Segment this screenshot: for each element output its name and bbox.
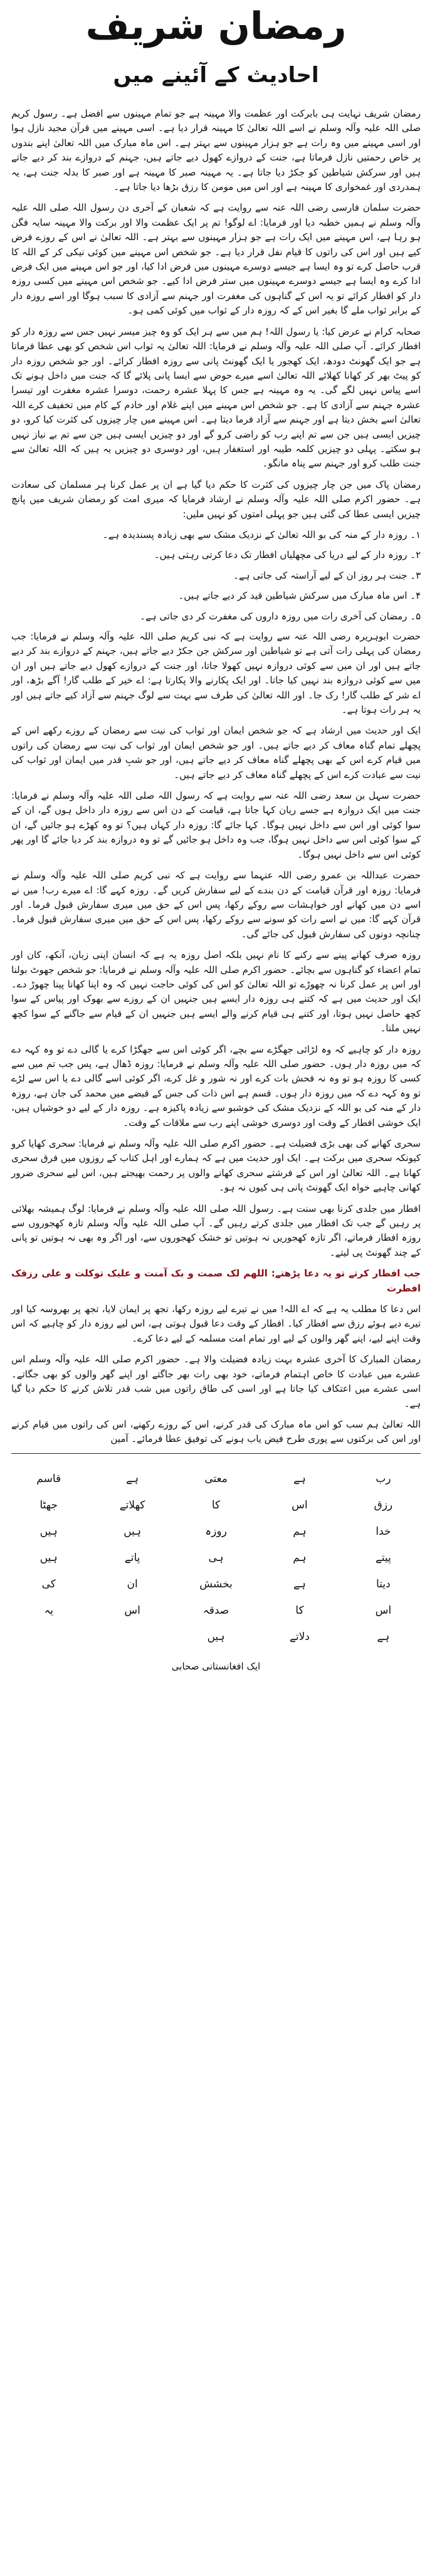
page-subtitle: احادیث کے آئینے میں bbox=[113, 63, 319, 88]
poem-word: ہے bbox=[126, 1472, 139, 1485]
poem-word: جھٹا bbox=[40, 1498, 58, 1511]
poem-word: پیتے bbox=[375, 1551, 391, 1564]
list-item: ۳۔ جنت ہر روز ان کے لیے آراستہ کی جاتی ہے۔ bbox=[233, 569, 421, 581]
poem-word: روزہ bbox=[205, 1525, 227, 1538]
article-paragraph: رمضان پاک میں جن چار چیزوں کی کثرت کا حکم دیا گیا ہے ان پر عمل کرنا ہر مسلمان کی سعادت ہے۔ حضور اکرم صلی اللہ علیہ وآلہ وسلم نے ارشاد فرمایا کہ میری امت کو رمضان شریف میں پانچ چیزیں ایسی عطا کی گئی ہیں جو پہلی امتوں کو نہیں ملیں: bbox=[11, 478, 421, 520]
poem-word: ہم bbox=[293, 1551, 307, 1564]
poem-word: کھلاتے bbox=[119, 1498, 145, 1511]
article-paragraph: صحابہ کرام نے عرض کیا: یا رسول اللہ! ہم میں سے ہر ایک کو وہ چیز میسر نہیں جس سے روزہ دار کو افطار کرائے۔ آپ صلی اللہ علیہ وآلہ وسلم نے فرمایا: اللہ تعالیٰ یہ ثواب اس شخص کو بھی عطا فرماتا ہے جو ایک گھونٹ دودھ، ایک کھجور یا ایک گھونٹ پانی سے روزہ افطار کرائے۔ اور جو شخص روزہ دار کو پیٹ بھر کر کھانا کھلائے اللہ تعالیٰ اسے میرے حوض سے ایسا پانی پلائے گا کہ جنت میں داخل ہونے تک اسے پیاس نہیں لگے گی۔ یہ وہ مہینہ ہے جس کا پہلا عشرہ رحمت، دوسرا عشرہ مغفرت اور تیسرا عشرہ جہنم سے آزادی کا ہے۔ جو شخص اس مہینے میں اپنے غلام اور خادم کے کام میں تخفیف کرے اللہ تعالیٰ اسے بخش دیتا ہے اور جہنم سے آزاد فرما دیتا ہے۔ اس مہینے میں چار چیزوں کی کثرت کیا کرو، دو چیزیں ایسی ہیں جن سے تم اپنے رب کو راضی کرو گے اور دو چیزیں ایسی ہیں جن سے تم بے نیاز نہیں ہو سکتے۔ پہلی دو چیزیں کلمہ طیبہ اور استغفار ہیں، اور دوسری دو چیزیں یہ ہیں کہ اللہ تعالیٰ سے جنت طلب کرو اور جہنم سے پناہ مانگو۔ bbox=[11, 325, 421, 470]
poem-word: رب bbox=[376, 1472, 391, 1485]
poem-word: اس bbox=[292, 1498, 308, 1511]
poem-word: ہی bbox=[208, 1551, 224, 1564]
article-paragraph: اس دعا کا مطلب یہ ہے کہ اے اللہ! میں نے تیرے لیے روزہ رکھا، تجھ پر ایمان لایا، تجھ پر بھروسہ کیا اور تیرے دیے ہوئے رزق سے افطار کیا۔ افطار کے وقت دعا قبول ہوتی ہے، اس لیے روزہ دار کو چاہیے کہ اس وقت اپنے لیے، اپنے گھر والوں کے لیے اور تمام امت مسلمہ کے لیے دعا کرے۔ bbox=[11, 1303, 421, 1344]
list-item: ۲۔ روزہ دار کے لیے دریا کی مچھلیاں افطار تک دعا کرتی رہتی ہیں۔ bbox=[154, 549, 421, 561]
article-body bbox=[11, 107, 421, 1447]
author-signature: ایک افغانستانی صحابی bbox=[171, 1660, 261, 1672]
divider bbox=[11, 1453, 421, 1454]
poem-word: ہیں bbox=[207, 1630, 225, 1643]
article-paragraph: حضرت سلمان فارسی رضی اللہ عنہ سے روایت ہے کہ شعبان کے آخری دن رسول اللہ صلی اللہ علیہ وآلہ وسلم نے ہمیں خطبہ دیا اور فرمایا: اے لوگو! تم پر ایک عظمت والا اور برکت والا مہینہ سایہ فگن ہو رہا ہے، اس مہینے میں ایک رات ہے جو ہزار مہینوں سے بہتر ہے۔ اللہ تعالیٰ نے اس کے روزے فرض کیے ہیں اور اس کی راتوں کا قیام نفل قرار دیا ہے۔ جو شخص اس مہینے میں کوئی نیکی کر کے اللہ کا قرب حاصل کرے تو وہ ایسا ہے جیسے دوسرے مہینوں میں فرض ادا کیا، اور جو اس مہینے میں ایک فرض ادا کرے وہ ایسا ہے جیسے دوسرے مہینوں میں ستر فرض ادا کیے۔ جو شخص اس مہینے میں کسی روزہ دار کو افطار کرائے تو یہ اس کے گناہوں کی مغفرت اور جہنم سے آزادی کا سبب ہوگا اور اسے روزہ دار کے برابر ثواب ملے گا بغیر اس کے کہ روزہ دار کے ثواب میں کوئی کمی ہو۔ bbox=[11, 202, 421, 317]
masthead bbox=[11, 0, 421, 93]
article-paragraph: ایک اور حدیث میں ارشاد ہے کہ جو شخص ایمان اور ثواب کی نیت سے رمضان کے روزے رکھے اس کے پچھلے تمام گناہ معاف کر دیے جاتے ہیں۔ اور جو شخص ایمان اور ثواب کی نیت سے رمضان کی راتوں میں قیام کرے اس کے بھی پچھلے گناہ معاف کر دیے جاتے ہیں، اور جو شبِ قدر میں ایمان اور ثواب کی نیت سے عبادت کرے اس کے پچھلے گناہ معاف کر دیے جاتے ہیں۔ bbox=[11, 725, 421, 781]
poem-word: قاسم bbox=[36, 1472, 61, 1485]
poem-word: صدقہ bbox=[203, 1604, 229, 1617]
poem-word: ہے bbox=[293, 1472, 306, 1485]
highlighted-hadith bbox=[11, 1266, 421, 1296]
article-paragraph: رمضان شریف نہایت ہی بابرکت اور عظمت والا مہینہ ہے جو تمام مہینوں سے افضل ہے۔ رسول کریم صلی اللہ علیہ وآلہ وسلم نے اسے اللہ تعالیٰ کا مہینہ قرار دیا ہے۔ اسی مہینے میں قرآن مجید نازل ہوا اور اسی مہینے میں وہ رات ہے جو ہزار مہینوں سے بہتر ہے۔ اس ماہ مبارک میں اللہ تعالیٰ اپنے بندوں پر خاص رحمتیں نازل فرماتا ہے، جنت کے دروازے کھول دیے جاتے ہیں، جہنم کے دروازے بند کر دیے جاتے ہیں اور سرکش شیاطین کو جکڑ دیا جاتا ہے۔ یہ مہینہ صبر کا مہینہ ہے اور صبر کا بدلہ جنت ہے، یہ ہمدردی اور غمخواری کا مہینہ ہے اور اس میں مومن کا رزق بڑھا دیا جاتا ہے۔ bbox=[11, 108, 421, 193]
list-item: ۴۔ اس ماہ مبارک میں سرکش شیاطین قید کر دیے جاتے ہیں۔ bbox=[178, 590, 421, 602]
list-item: ۵۔ رمضان کی آخری رات میں روزہ داروں کی مغفرت کر دی جاتی ہے۔ bbox=[140, 610, 421, 622]
poem-word: دلاتے bbox=[289, 1630, 310, 1643]
article-paragraph: حضرت سہل بن سعد رضی اللہ عنہ سے روایت ہے کہ رسول اللہ صلی اللہ علیہ وآلہ وسلم نے فرمایا: جنت میں ایک دروازہ ہے جسے ریان کہا جاتا ہے، قیامت کے دن اس سے روزہ دار داخل ہوں گے، ان کے سوا کوئی اور اس سے داخل نہیں ہوگا۔ کہا جائے گا: روزہ دار کہاں ہیں؟ تو وہ کھڑے ہو جائیں گے، ان کے سوا کوئی اس سے داخل نہیں ہوگا، جب وہ داخل ہو جائیں گے تو وہ دروازہ بند کر دیا جائے گا اور پھر کوئی اس سے داخل نہیں ہوگا۔ bbox=[11, 790, 421, 860]
poem-grid bbox=[11, 1470, 421, 1646]
poem-word: ہیں bbox=[40, 1525, 58, 1538]
iftar-dua: جب افطار کرتے تو یہ دعا پڑھتے: اللھم لک صمت و بک آمنت و علیک توکلت و علی رزقک افطرت bbox=[11, 1268, 421, 1294]
poem-word: ان bbox=[127, 1577, 138, 1590]
poem-word: اس bbox=[375, 1604, 392, 1617]
article-paragraph: حضرت ابوہریرہ رضی اللہ عنہ سے روایت ہے کہ نبی کریم صلی اللہ علیہ وآلہ وسلم نے فرمایا: جب رمضان کی پہلی رات آتی ہے تو شیاطین اور سرکش جن جکڑ دیے جاتے ہیں، جہنم کے دروازے بند کر دیے جاتے ہیں اور ان میں سے کوئی دروازہ نہیں کھولا جاتا، اور جنت کے دروازے کھول دیے جاتے ہیں اور ان میں سے کوئی دروازہ بند نہیں کیا جاتا۔ اور ایک پکارنے والا پکارتا ہے: اے خیر کے طلب گار! آگے بڑھ، اور اے شر کے طلب گار! رک جا۔ اور اللہ تعالیٰ کی طرف سے بہت سے لوگ جہنم سے آزاد کیے جاتے ہیں اور یہ ہر رات ہوتا ہے۔ bbox=[11, 631, 421, 716]
poem-word: معتی bbox=[204, 1472, 228, 1485]
poem-word: ہے bbox=[293, 1577, 306, 1590]
article-paragraph: سحری کھانے کی بھی بڑی فضیلت ہے۔ حضور اکرم صلی اللہ علیہ وآلہ وسلم نے فرمایا: سحری کھایا کرو کیونکہ سحری میں برکت ہے۔ ایک اور حدیث میں ہے کہ ہمارے اور اہل کتاب کے روزوں میں فرق سحری کھانا ہے۔ اللہ تعالیٰ اور اس کے فرشتے سحری کھانے والوں پر رحمت بھیجتے ہیں، اس لیے سحری ضرور کھانی چاہیے خواہ ایک گھونٹ پانی ہی کیوں نہ ہو۔ bbox=[11, 1138, 421, 1194]
poem-word: بخشش bbox=[199, 1577, 233, 1590]
article-paragraph: رمضان المبارک کا آخری عشرہ بہت زیادہ فضیلت والا ہے۔ حضور اکرم صلی اللہ علیہ وآلہ وسلم اس عشرے میں عبادت کا خاص اہتمام فرماتے، خود بھی رات بھر جاگتے اور اپنے گھر والوں کو بھی جگاتے۔ اسی عشرے میں اعتکاف کیا جاتا ہے اور اسی کی طاق راتوں میں شب قدر تلاش کرنے کا حکم دیا گیا ہے۔ bbox=[11, 1354, 421, 1409]
poem-word: دیتا bbox=[376, 1577, 391, 1590]
article-paragraph: روزہ دار کو چاہیے کہ وہ لڑائی جھگڑے سے بچے، اگر کوئی اس سے جھگڑا کرے یا گالی دے تو وہ کہہ دے کہ میں روزہ دار ہوں۔ حضور صلی اللہ علیہ وآلہ وسلم نے فرمایا: روزہ ڈھال ہے، پس جب تم میں سے کسی کا روزہ ہو تو وہ نہ فحش بات کرے اور نہ شور و غل کرے، اگر کوئی اسے گالی دے یا اس سے لڑے تو وہ کہہ دے کہ میں روزہ دار ہوں۔ قسم ہے اس ذات کی جس کے قبضے میں محمد کی جان ہے، روزہ دار کے منہ کی بو اللہ کے نزدیک مشک کی خوشبو سے زیادہ پاکیزہ ہے۔ روزہ دار کے لیے دو خوشیاں ہیں، ایک خوشی افطار کے وقت اور دوسری خوشی اپنے رب سے ملاقات کے وقت۔ bbox=[11, 1043, 421, 1128]
poem-word: خدا bbox=[376, 1525, 391, 1538]
article-paragraph: اللہ تعالیٰ ہم سب کو اس ماہ مبارک کی قدر کرنے، اس کے روزے رکھنے، اس کی راتوں میں قیام کرنے اور اس کی برکتوں سے پوری طرح فیض یاب ہونے کی توفیق عطا فرمائے۔ آمین bbox=[11, 1418, 421, 1445]
page-title: رمضان شریف bbox=[85, 4, 347, 48]
article-paragraph: روزہ صرف کھانے پینے سے رکنے کا نام نہیں بلکہ اصل روزہ یہ ہے کہ انسان اپنی زبان، آنکھ، کان اور تمام اعضاء کو گناہوں سے بچائے۔ حضور اکرم صلی اللہ علیہ وآلہ وسلم نے فرمایا: جو شخص جھوٹ بولنا اور اس پر عمل کرنا نہ چھوڑے تو اللہ تعالیٰ کو اس کی کوئی حاجت نہیں کہ وہ اپنا کھانا پینا چھوڑ دے۔ ایک اور حدیث میں ہے کہ کتنے ہی روزہ دار ایسے ہیں جنہیں ان کے روزے سے بھوک اور پیاس کے سوا کچھ حاصل نہیں ہوتا، اور کتنے ہی قیام کرنے والے ایسے ہیں جنہیں ان کے قیام سے جاگنے کے سوا کچھ نہیں ملتا۔ bbox=[11, 949, 421, 1034]
poem-word: ہے bbox=[377, 1630, 390, 1643]
article-paragraph: حضرت عبداللہ بن عمرو رضی اللہ عنہما سے روایت ہے کہ نبی کریم صلی اللہ علیہ وآلہ وسلم نے فرمایا: روزہ اور قرآن قیامت کے دن بندے کے لیے سفارش کریں گے۔ روزہ کہے گا: اے میرے رب! میں نے اسے دن میں کھانے اور خواہشات سے روکے رکھا، پس اس کے حق میں میری سفارش قبول فرما۔ اور قرآن کہے گا: میں نے اسے رات کو سونے سے روکے رکھا، پس اس کے حق میں میری سفارش قبول فرما۔ چنانچہ دونوں کی سفارش قبول کی جائے گی۔ bbox=[11, 870, 421, 940]
article-paragraph: افطار میں جلدی کرنا بھی سنت ہے۔ رسول اللہ صلی اللہ علیہ وآلہ وسلم نے فرمایا: لوگ ہمیشہ بھلائی پر رہیں گے جب تک افطار میں جلدی کرتے رہیں گے۔ آپ صلی اللہ علیہ وآلہ وسلم تازہ کھجوروں سے روزہ افطار فرماتے، اگر تازہ کھجوریں نہ ہوتیں تو خشک کھجوروں سے، اور اگر وہ بھی نہ ہوتیں تو پانی کے چند گھونٹ پی لیتے۔ bbox=[11, 1202, 421, 1258]
poem-word: کا bbox=[211, 1498, 221, 1511]
poem-word: یہ bbox=[44, 1604, 54, 1617]
poem-word: ہم bbox=[293, 1525, 307, 1538]
poem-word: کا bbox=[295, 1604, 304, 1617]
poem-word: اس bbox=[124, 1604, 140, 1617]
poem-word: ہیں bbox=[40, 1551, 58, 1564]
poem-word: پاتے bbox=[124, 1551, 140, 1564]
poem-word: کی bbox=[41, 1577, 56, 1590]
list-item: ۱۔ روزہ دار کے منہ کی بو اللہ تعالیٰ کے نزدیک مشک سے بھی زیادہ پسندیدہ ہے۔ bbox=[102, 528, 421, 540]
poem-word: ہیں bbox=[124, 1525, 142, 1538]
poem-word: رزق bbox=[374, 1498, 393, 1511]
